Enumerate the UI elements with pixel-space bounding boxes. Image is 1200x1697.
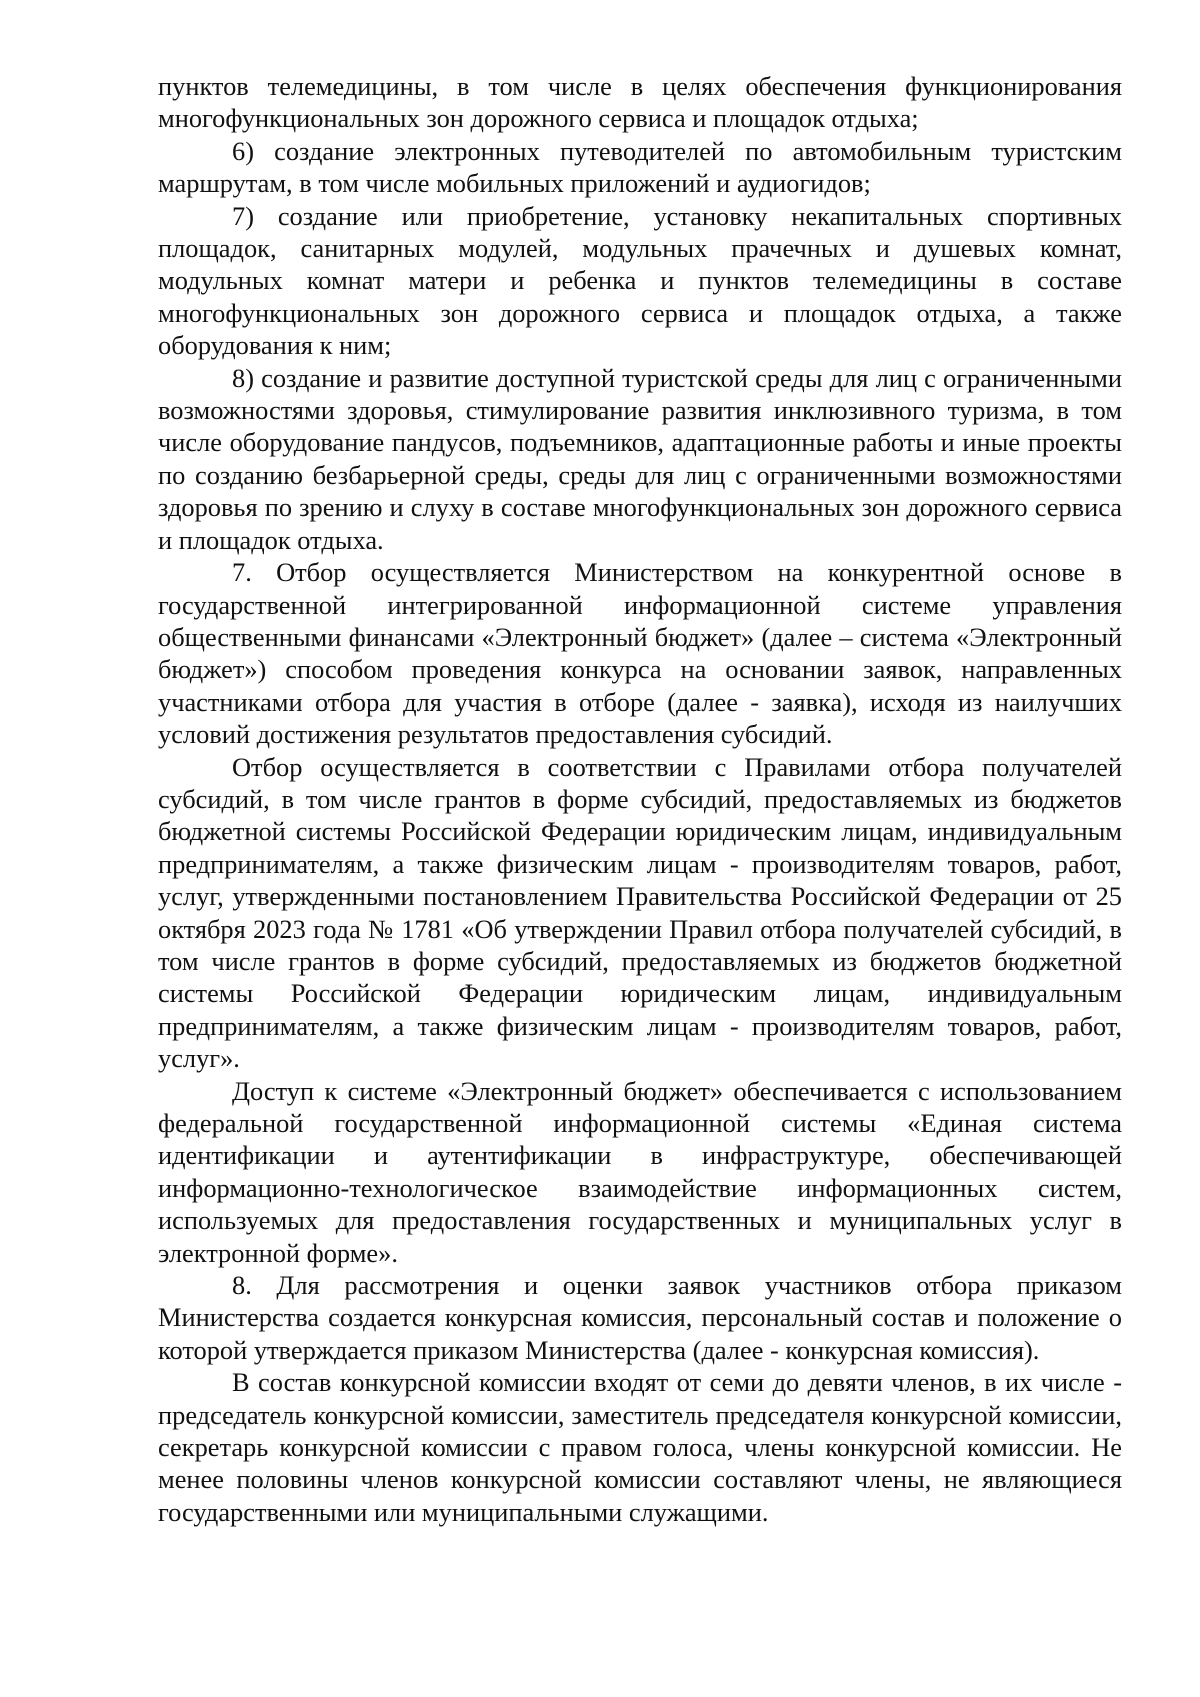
paragraph-selection-rules: Отбор осуществляется в соответствии с Правилами отбора получателей субсидий, в том числе грантов в форме субсидий, предоставляемых из бюджетов бюджетной системы Российской Федерации юридическим лицам, индивидуальным предпринимателям, а также физическим лицам - производителям товаров, работ, услуг, утвержденными постановлением Правительства Российской Федерации от 25 октября 2023 года № 1781 «Об утверждении Правил отбора получателей субсидий, в том числе грантов в форме субсидий, предоставляемых из бюджетов бюджетной системы Российской Федерации юридическим лицам, индивидуальным предпринимателям, а также физическим лицам - производителям товаров, работ, услуг». <box>158 751 1122 1074</box>
paragraph-system-access: Доступ к системе «Электронный бюджет» обеспечивается с использованием федеральной государственной информационной системы «Единая система идентификации и аутентификации в инфраструктуре, обеспечивающей информационно-технологическое взаимодействие информационных систем, используемых для предоставления государственных и муниципальных услуг в электронной форме». <box>158 1075 1122 1268</box>
document-page <box>158 70 1122 1528</box>
paragraph-continuation: пунктов телемедицины, в том числе в целях обеспечения функционирования многофункциональных зон дорожного сервиса и площадок отдыха; <box>158 71 1122 134</box>
paragraph-section-8: 8. Для рассмотрения и оценки заявок участников отбора приказом Министерства создается конкурсная комиссия, персональный состав и положение о которой утверждается приказом Министерства (далее - конкурсная комиссия). <box>158 1270 1122 1365</box>
paragraph-item-8: 8) создание и развитие доступной туристской среды для лиц с ограниченными возможностями здоровья, стимулирование развития инклюзивного туризма, в том числе оборудование пандусов, подъемников, адаптационные работы и иные проекты по созданию безбарьерной среды, среды для лиц с ограниченными возможностями здоровья по зрению и слуху в составе многофункциональных зон дорожного сервиса и площадок отдыха. <box>158 362 1122 555</box>
paragraph-commission-composition: В состав конкурсной комиссии входят от семи до девяти членов, в их числе - председатель конкурсной комиссии, заместитель председателя конкурсной комиссии, секретарь конкурсной комиссии с правом голоса, члены конкурсной комиссии. Не менее половины членов конкурсной комиссии составляют члены, не являющиеся государственными или муниципальными служащими. <box>158 1367 1122 1527</box>
paragraph-item-6: 6) создание электронных путеводителей по автомобильным туристским маршрутам, в том числе мобильных приложений и аудиогидов; <box>158 135 1122 199</box>
paragraph-item-7: 7) создание или приобретение, установку некапитальных спортивных площадок, санитарных модулей, модульных прачечных и душевых комнат, модульных комнат матери и ребенка и пунктов телемедицины в составе многофункциональных зон дорожного сервиса и площадок отдыха, а также оборудования к ним; <box>158 200 1122 361</box>
paragraph-section-7: 7. Отбор осуществляется Министерством на конкурентной основе в государственной интегрированной информационной системе управления общественными финансами «Электронный бюджет» (далее – система «Электронный бюджет») способом проведения конкурса на основании заявок, направленных участниками отбора для участия в отборе (далее - заявка), исходя из наилучших условий достижения результатов предоставления субсидий. <box>158 557 1122 750</box>
